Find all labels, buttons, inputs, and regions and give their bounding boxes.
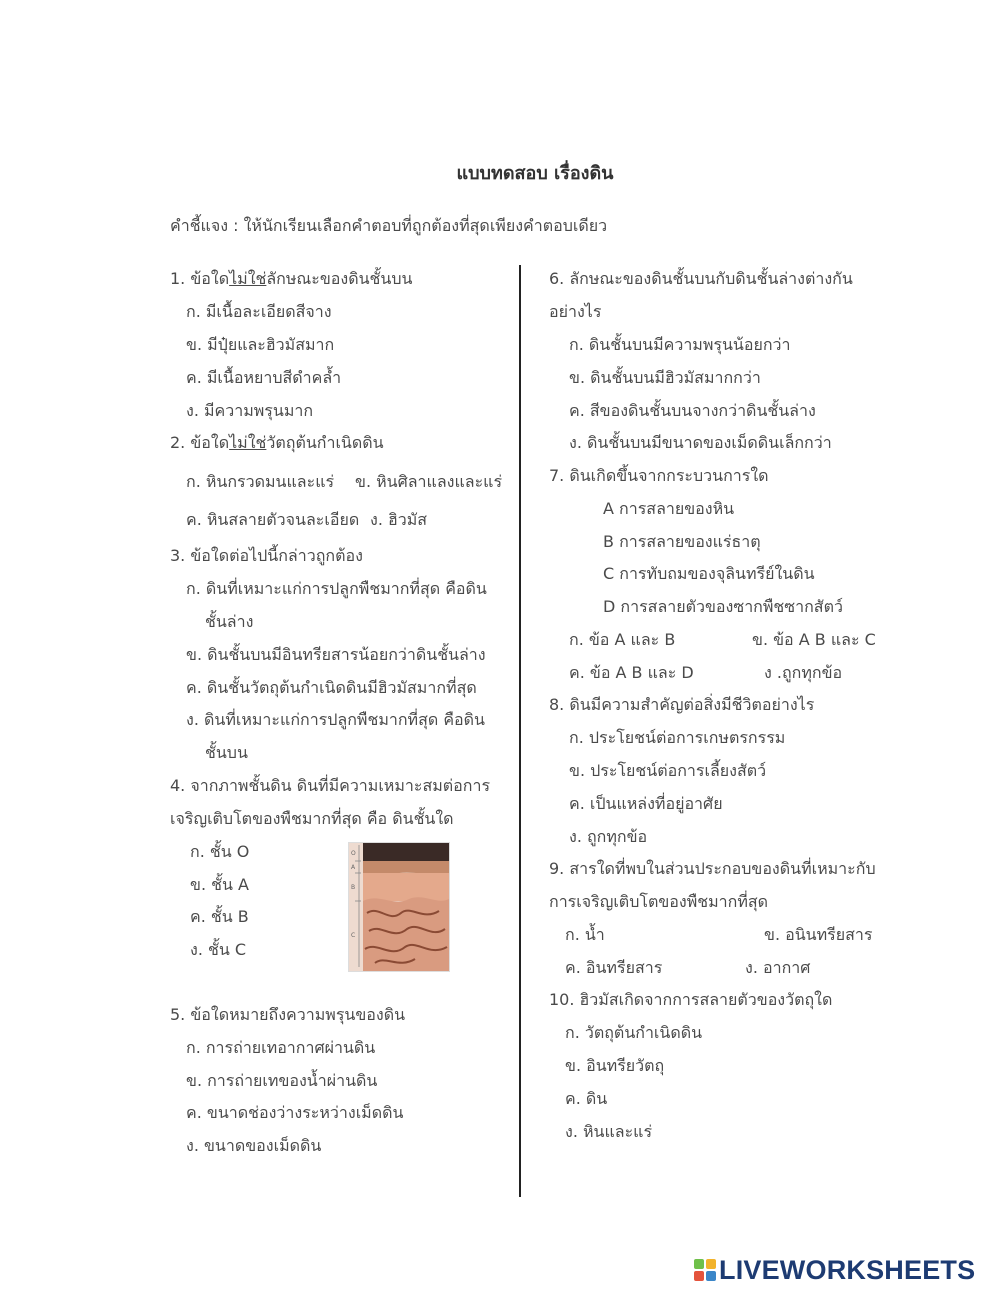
q4-option-b[interactable]: ข. ชั้น A <box>190 875 249 894</box>
q2-underlined: ไม่ใช่ <box>229 433 267 452</box>
layer-label-b: B <box>351 884 356 891</box>
q7-option-a[interactable]: ก. ข้อ A และ B <box>569 630 676 649</box>
q6-option-c[interactable]: ค. สีของดินชั้นบนจางกว่าดินชั้นล่าง <box>569 401 816 420</box>
q8-question: 8. ดินมีความสำคัญต่อสิ่งมีชีวิตอย่างไร <box>549 695 815 714</box>
q7-option-d[interactable]: ง .ถูกทุกข้อ <box>764 663 843 682</box>
layer-label-o: O <box>351 850 356 857</box>
logo-text: LIVEWORKSHEETS <box>719 1254 976 1285</box>
q1-rest: ลักษณะของดินชั้นบน <box>266 269 413 288</box>
page-title: แบบทดสอบ เรื่องดิน <box>456 163 614 184</box>
q1-question <box>170 268 412 290</box>
layer-label-c: C <box>351 932 356 939</box>
soil-profile-illustration <box>349 843 449 971</box>
q5-option-a[interactable]: ก. การถ่ายเทอากาศผ่านดิน <box>186 1038 376 1057</box>
q3-option-d[interactable]: ง. ดินที่เหมาะแก่การปลูกพืชมากที่สุด คือดิน <box>186 710 485 729</box>
q3-question: 3. ข้อใดต่อไปนี้กล่าวถูกต้อง <box>170 546 363 565</box>
q8-option-b[interactable]: ข. ประโยชน์ต่อการเลี้ยงสัตว์ <box>569 761 767 780</box>
instruction-text: คำชี้แจง : ให้นักเรียนเลือกคำตอบที่ถูกต้องที่สุดเพียงคำตอบเดียว <box>170 216 608 235</box>
soil-layers-image <box>348 842 450 972</box>
q9-option-b[interactable]: ข. อนินทรียสาร <box>764 925 873 944</box>
q10-option-a[interactable]: ก. วัตถุต้นกำเนิดดิน <box>565 1023 703 1042</box>
q7-option-b[interactable]: ข. ข้อ A B และ C <box>752 630 876 649</box>
layer-label-a: A <box>351 864 356 871</box>
q3-option-d-cont[interactable]: ชั้นบน <box>205 743 248 762</box>
q1-underlined: ไม่ใช่ <box>229 269 267 288</box>
q4-question-line1: 4. จากภาพชั้นดิน ดินที่มีความเหมาะสมต่อการ <box>170 776 491 795</box>
q8-option-d[interactable]: ง. ถูกทุกข้อ <box>569 827 648 846</box>
q4-question-line2: เจริญเติบโตของพืชมากที่สุด คือ ดินชั้นใด <box>170 809 454 828</box>
q9-option-a[interactable]: ก. น้ำ <box>565 925 605 944</box>
q6-question-line1: 6. ลักษณะของดินชั้นบนกับดินชั้นล่างต่างกัน <box>549 269 853 288</box>
q9-option-d[interactable]: ง. อากาศ <box>745 958 811 977</box>
q2-rest: วัตถุต้นกำเนิดดิน <box>266 433 384 452</box>
q3-option-c[interactable]: ค. ดินชั้นวัตถุต้นกำเนิดดินมีฮิวมัสมากที่สุด <box>186 678 477 697</box>
liveworksheets-logo[interactable] <box>694 1253 975 1287</box>
q4-option-c[interactable]: ค. ชั้น B <box>190 907 249 926</box>
q8-option-a[interactable]: ก. ประโยชน์ต่อการเกษตรกรรม <box>569 728 786 747</box>
q2-option-d[interactable]: ง. ฮิวมัส <box>370 510 428 529</box>
q10-question: 10. ฮิวมัสเกิดจากการสลายตัวของวัตถุใด <box>549 990 833 1009</box>
q3-option-b[interactable]: ข. ดินชั้นบนมีอินทรียสารน้อยกว่าดินชั้นล่าง <box>186 645 486 664</box>
q9-question-line2: การเจริญเติบโตของพืชมากที่สุด <box>549 892 769 911</box>
q1-option-b[interactable]: ข. มีปุ๋ยและฮิวมัสมาก <box>186 335 335 354</box>
q4-option-d[interactable]: ง. ชั้น C <box>190 940 247 959</box>
q2-option-a[interactable]: ก. หินกรวดมนและแร่ <box>186 472 335 491</box>
q1-option-c[interactable]: ค. มีเนื้อหยาบสีดำคล้ำ <box>186 368 342 387</box>
q5-option-b[interactable]: ข. การถ่ายเทของน้ำผ่านดิน <box>186 1071 378 1090</box>
column-divider <box>519 265 521 1197</box>
q10-option-c[interactable]: ค. ดิน <box>565 1089 608 1108</box>
q6-option-a[interactable]: ก. ดินชั้นบนมีความพรุนน้อยกว่า <box>569 335 791 354</box>
q2-question <box>170 432 384 454</box>
q8-option-c[interactable]: ค. เป็นแหล่งที่อยู่อาศัย <box>569 794 723 813</box>
q2-option-c[interactable]: ค. หินสลายตัวจนละเอียด <box>186 510 360 529</box>
q7-statement-b: B การสลายของแร่ธาตุ <box>603 532 761 551</box>
q9-question-line1: 9. สารใดที่พบในส่วนประกอบของดินที่เหมาะกับ <box>549 859 876 878</box>
q5-option-d[interactable]: ง. ขนาดของเม็ดดิน <box>186 1136 322 1155</box>
q5-option-c[interactable]: ค. ขนาดช่องว่างระหว่างเม็ดดิน <box>186 1103 404 1122</box>
q5-question: 5. ข้อใดหมายถึงความพรุนของดิน <box>170 1005 406 1024</box>
q6-option-b[interactable]: ข. ดินชั้นบนมีฮิวมัสมากกว่า <box>569 368 761 387</box>
q3-option-a[interactable]: ก. ดินที่เหมาะแก่การปลูกพืชมากที่สุด คือดิน <box>186 579 487 598</box>
q1-option-d[interactable]: ง. มีความพรุนมาก <box>186 401 314 420</box>
logo-grid-icon <box>694 1259 716 1281</box>
q6-option-d[interactable]: ง. ดินชั้นบนมีขนาดของเม็ดดินเล็กกว่า <box>569 433 832 452</box>
q4-option-a[interactable]: ก. ชั้น O <box>190 842 250 861</box>
q9-option-c[interactable]: ค. อินทรียสาร <box>565 958 663 977</box>
q10-option-b[interactable]: ข. อินทรียวัตถุ <box>565 1056 665 1075</box>
q7-statement-c: C การทับถมของจุลินทรีย์ในดิน <box>603 564 815 583</box>
q6-question-line2: อย่างไร <box>549 302 602 321</box>
q7-question: 7. ดินเกิดขึ้นจากกระบวนการใด <box>549 466 769 485</box>
q2-option-b[interactable]: ข. หินศิลาแลงและแร่ <box>355 472 503 491</box>
q1-number: 1. ข้อใด <box>170 269 230 288</box>
q1-option-a[interactable]: ก. มีเนื้อละเอียดสีจาง <box>186 302 332 321</box>
q10-option-d[interactable]: ง. หินและแร่ <box>565 1122 653 1141</box>
q2-number: 2. ข้อใด <box>170 433 230 452</box>
q3-option-a-cont[interactable]: ชั้นล่าง <box>205 612 254 631</box>
q7-option-c[interactable]: ค. ข้อ A B และ D <box>569 663 694 682</box>
q7-statement-a: A การสลายของหิน <box>603 499 735 518</box>
q7-statement-d: D การสลายตัวของซากพืชซากสัตว์ <box>603 597 843 616</box>
